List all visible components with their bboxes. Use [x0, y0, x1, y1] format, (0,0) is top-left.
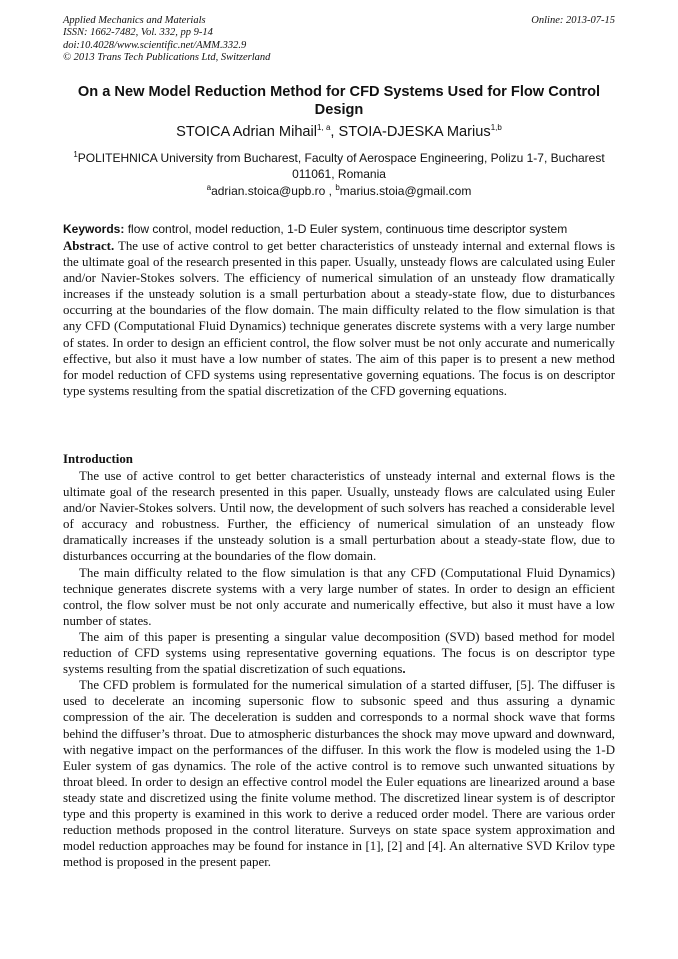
- affiliation: [63, 150, 615, 182]
- email-a-sup: a: [206, 183, 212, 192]
- author-2: STOIA-DJESKA Marius: [338, 124, 491, 140]
- paragraph: The use of active control to get better characteristics of unsteady internal and external flows is the ultimate goal of the research presented in this paper. Usually, unsteady flows are calculated using Euler and/or Navier-Stokes solvers. Until now, the development of such solvers has reached a considerable level of accuracy and robustness. Further, the efficiency of numerical simulation of an unsteady flow dramatically increases if the unsteady solution is a small perturbation about a steady-state flow, due to disturbances occurring at the boundaries of the flow domain.: [63, 469, 615, 564]
- paragraph-end: .: [402, 662, 406, 677]
- introduction-body: [63, 468, 615, 870]
- affiliation-text: POLITEHNICA University from Bucharest, Faculty of Aerospace Engineering, Polizu 1-7, Bucharest 011061, Romania: [77, 151, 605, 181]
- section-heading-introduction: Introduction: [63, 452, 133, 466]
- paragraph-text: The aim of this paper is presenting a singular value decomposition (SVD) based method for model reduction of CFD systems using representative governing equations. The focus is on descriptor type systems resulting from the spatial discretization of such equations: [63, 629, 615, 677]
- email-b: marius.stoia@gmail.com: [339, 184, 472, 198]
- keywords: [63, 221, 615, 237]
- abstract: [63, 238, 615, 399]
- paragraph-text: The main difficulty related to the flow simulation is that any CFD (Computational Fluid Dynamics) technique generates discrete systems with a very large number of states. In order to design an efficient control, the flow solver must be not only accurate and numerically effective, but also it must have a low number of states.: [63, 565, 615, 628]
- journal-copyright: © 2013 Trans Tech Publications Ltd, Switzerland: [63, 51, 271, 63]
- keywords-text: flow control, model reduction, 1-D Euler system, continuous time descriptor system: [124, 222, 568, 236]
- author-1: STOICA Adrian Mihail: [176, 124, 318, 140]
- email-a: adrian.stoica@upb.ro: [211, 184, 326, 198]
- author-1-sup: 1, a: [317, 123, 331, 133]
- paragraph: The CFD problem is formulated for the numerical simulation of a started diffuser, [5]. The diffuser is used to decelerate an incoming supersonic flow to subsonic speed and thus assuring a dynamic compression of the air. The deceleration is sudden and corresponds to a normal shock wave that forms behind the diffuser’s throat. Due to atmospheric disturbances the shock may move upward and downward, with negative impact on the performances of the diffuser. In this work the flow is modeled using the 1-D Euler system of gas dynamics. The role of the active control is to remove such unwanted situations by throat bleed. In order to design an effective control model the Euler equations are linearized around a base steady state and discretized using the finite volume method. The discretized linear system is of descriptor type and this property is examined in this work to derive a reduced order model. There are various order reduction methods proposed in the control literature. Surveys on state space system approximation and model reduction approaches may be found for instance in [1], [2] and [4]. An alternative SVD Krilov type method is proposed in the present paper.: [63, 678, 615, 870]
- email-b-sup: b: [335, 183, 340, 192]
- journal-issn: ISSN: 1662-7482, Vol. 332, pp 9-14: [63, 27, 213, 39]
- author-2-sup: 1,b: [490, 123, 502, 133]
- email-line: [63, 183, 615, 199]
- abstract-label: Abstract.: [63, 239, 115, 253]
- author-line: [63, 122, 615, 142]
- online-date: Online: 2013-07-15: [531, 15, 615, 26]
- paper-title: On a New Model Reduction Method for CFD Systems Used for Flow Control Design: [77, 84, 601, 118]
- paragraph: [63, 629, 615, 677]
- email-separator: ,: [325, 184, 336, 198]
- journal-name: Applied Mechanics and Materials: [63, 15, 206, 26]
- keywords-label: Keywords:: [63, 222, 125, 236]
- journal-header: [63, 15, 270, 64]
- paragraph: [63, 565, 615, 629]
- journal-doi: doi:10.4028/www.scientific.net/AMM.332.9: [63, 39, 247, 51]
- author-separator: ,: [330, 124, 339, 140]
- affiliation-sup: 1: [73, 150, 78, 159]
- abstract-text: The use of active control to get better characteristics of unsteady internal and external flows is the ultimate goal of the research presented in this paper. Usually, unsteady flows are calculated using Euler and/or Navier-Stokes solvers. The efficiency of numerical simulation of an unsteady flow dramatically increases if the unsteady solution is a small perturbation about a steady-state flow, due to disturbances occurring at the boundaries of the flow domain. The main difficulty related to the flow simulation is that any CFD (Computational Fluid Dynamics) technique generates discrete systems with a very large number of states. In order to design an efficient control, the flow solver must be not only accurate and numerically effective, but also it must have a low number of states. The aim of this paper is to present a new method for model reduction of CFD systems using representative governing equations. The focus is on descriptor type systems resulting from the spatial discretization of the CFD governing equations.: [63, 239, 615, 398]
